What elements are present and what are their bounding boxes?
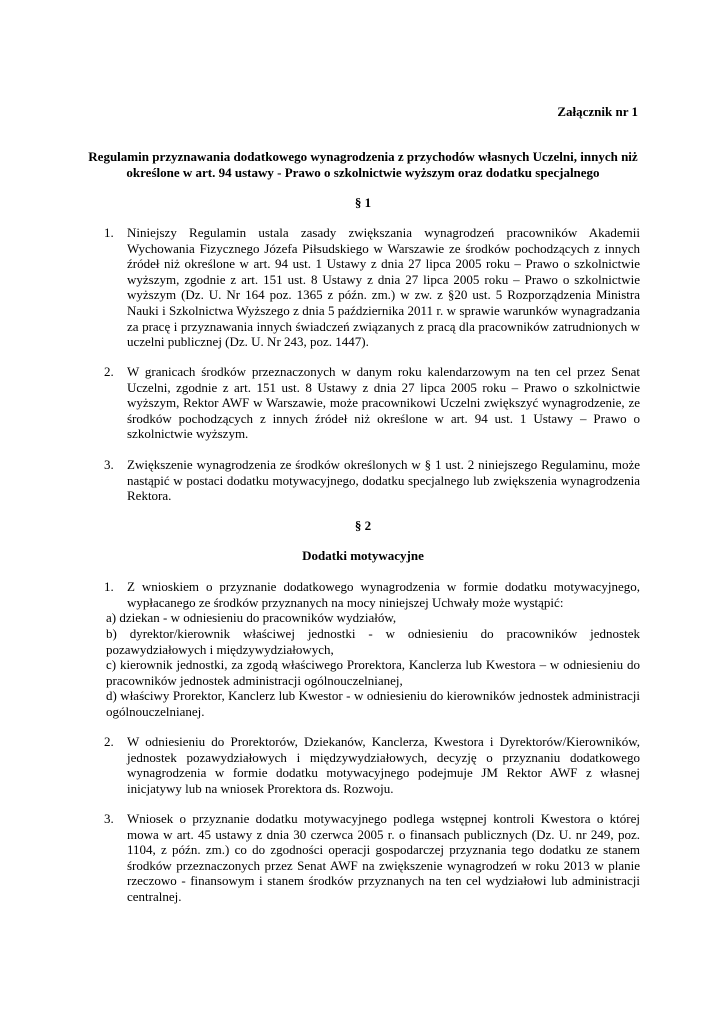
sub-item-a: a) dziekan - w odniesieniu do pracowników wydziałów, <box>106 610 397 625</box>
item-text: Wniosek o przyznanie dodatku motywacyjnego podlega wstępnej kontroli Kwestora o której mowa w art. 45 ustawy z dnia 30 czerwca 2005 r. o finansach publicznych (Dz. U. nr 249, poz. 1104, z późn. zm.) co do zgodności operacji gospodarczej przyznania tego dodatku ze stanem środków przeznaczonych przez Senat AWF na zwiększenie wynagrodzeń w roku 2013 w planie rzeczowo - finansowym i stanem środków przyznanych na ten cel wydziałowi lub administracji centralnej. <box>127 811 640 904</box>
item-text: Niniejszy Regulamin ustala zasady zwiększania wynagrodzeń pracowników Akademii Wychowania Fizycznego Józefa Piłsudskiego w Warszawie ze środków pochodzących z innych źródeł niż określone w art. 94 ust. 1 Ustawy z dnia 27 lipca 2005 roku – Prawo o szkolnictwie wyższym, zgodnie z art. 151 ust. 8 Ustawy z dnia 27 lipca 2005 roku – Prawo o szkolnictwie wyższym (Dz. U. Nr 164 poz. 1365 z późn. zm.) w zw. z §20 ust. 5 Rozporządzenia Ministra Nauki i Szkolnictwa Wyższego z dnia 5 października 2011 r. w sprawie warunków wynagradzania za pracę i przyznawania innych świadczeń związanych z pracą dla pracowników zatrudnionych w uczelni publicznej (Dz. U. Nr 243, poz. 1447). <box>127 225 640 350</box>
item-number: 1. <box>104 225 114 240</box>
list-item <box>106 734 640 796</box>
annex-label: Załącznik nr 1 <box>557 104 638 119</box>
list-item <box>106 225 640 350</box>
item-text: Z wnioskiem o przyznanie dodatkowego wynagrodzenia w formie dodatku motywacyjnego, wypłacanego ze środków przyznanych na mocy niniejszej Uchwały może wystąpić: <box>127 579 640 610</box>
item-number: 2. <box>104 734 114 749</box>
section-2-subheading: Dodatki motywacyjne <box>302 548 424 563</box>
item-number: 3. <box>104 457 114 472</box>
document-title: Regulamin przyznawania dodatkowego wynagrodzenia z przychodów własnych Uczelni, innych niż określone w art. 94 ustawy - Prawo o szkolnictwie wyższym oraz dodatku specjalnego <box>88 149 638 180</box>
section-2-heading: § 2 <box>354 518 372 533</box>
item-text: W odniesieniu do Prorektorów, Dziekanów, Kanclerza, Kwestora i Dyrektorów/Kierowników, jednostek pozawydziałowych i międzywydziałowych, decyzję o przyznaniu dodatkowego wynagrodzenia w formie dodatku motywacyjnego podejmuje JM Rektor AWF z własnej inicjatywy lub na wniosek Prorektora ds. Rozwoju. <box>127 734 640 796</box>
item-number: 1. <box>104 579 114 594</box>
sub-item-d: d) właściwy Prorektor, Kanclerz lub Kwestor - w odniesieniu do kierowników jednostek administracji ogólnouczelnianej. <box>106 688 640 719</box>
sub-item-c: c) kierownik jednostki, za zgodą właściwego Prorektora, Kanclerza lub Kwestora – w odniesieniu do pracowników jednostek administracji ogólnouczelnianej, <box>106 657 640 688</box>
item-number: 2. <box>104 364 114 379</box>
item-text: W granicach środków przeznaczonych w danym roku kalendarzowym na ten cel przez Senat Uczelni, zgodnie z art. 151 ust. 8 Ustawy z dnia 27 lipca 2005 roku – Prawo o szkolnictwie wyższym, Rektor AWF w Warszawie, może pracownikowi Uczelni zwiększyć wynagrodzenie, ze środków pochodzących z innych źródeł niż określone w art. 94 ust. 1 Ustawy – Prawo o szkolnictwie wyższym. <box>127 364 640 442</box>
sub-item-b: b) dyrektor/kierownik właściwej jednostki - w odniesieniu do pracowników jednostek pozawydziałowych i międzywydziałowych, <box>106 626 640 657</box>
list-item <box>106 579 640 610</box>
list-item <box>106 364 640 442</box>
item-number: 3. <box>104 811 114 826</box>
section-1-heading: § 1 <box>354 195 372 210</box>
list-item <box>106 457 640 504</box>
item-text: Zwiększenie wynagrodzenia ze środków określonych w § 1 ust. 2 niniejszego Regulaminu, może nastąpić w postaci dodatku motywacyjnego, dodatku specjalnego lub zwiększenia wynagrodzenia Rektora. <box>127 457 640 504</box>
list-item <box>106 811 640 905</box>
